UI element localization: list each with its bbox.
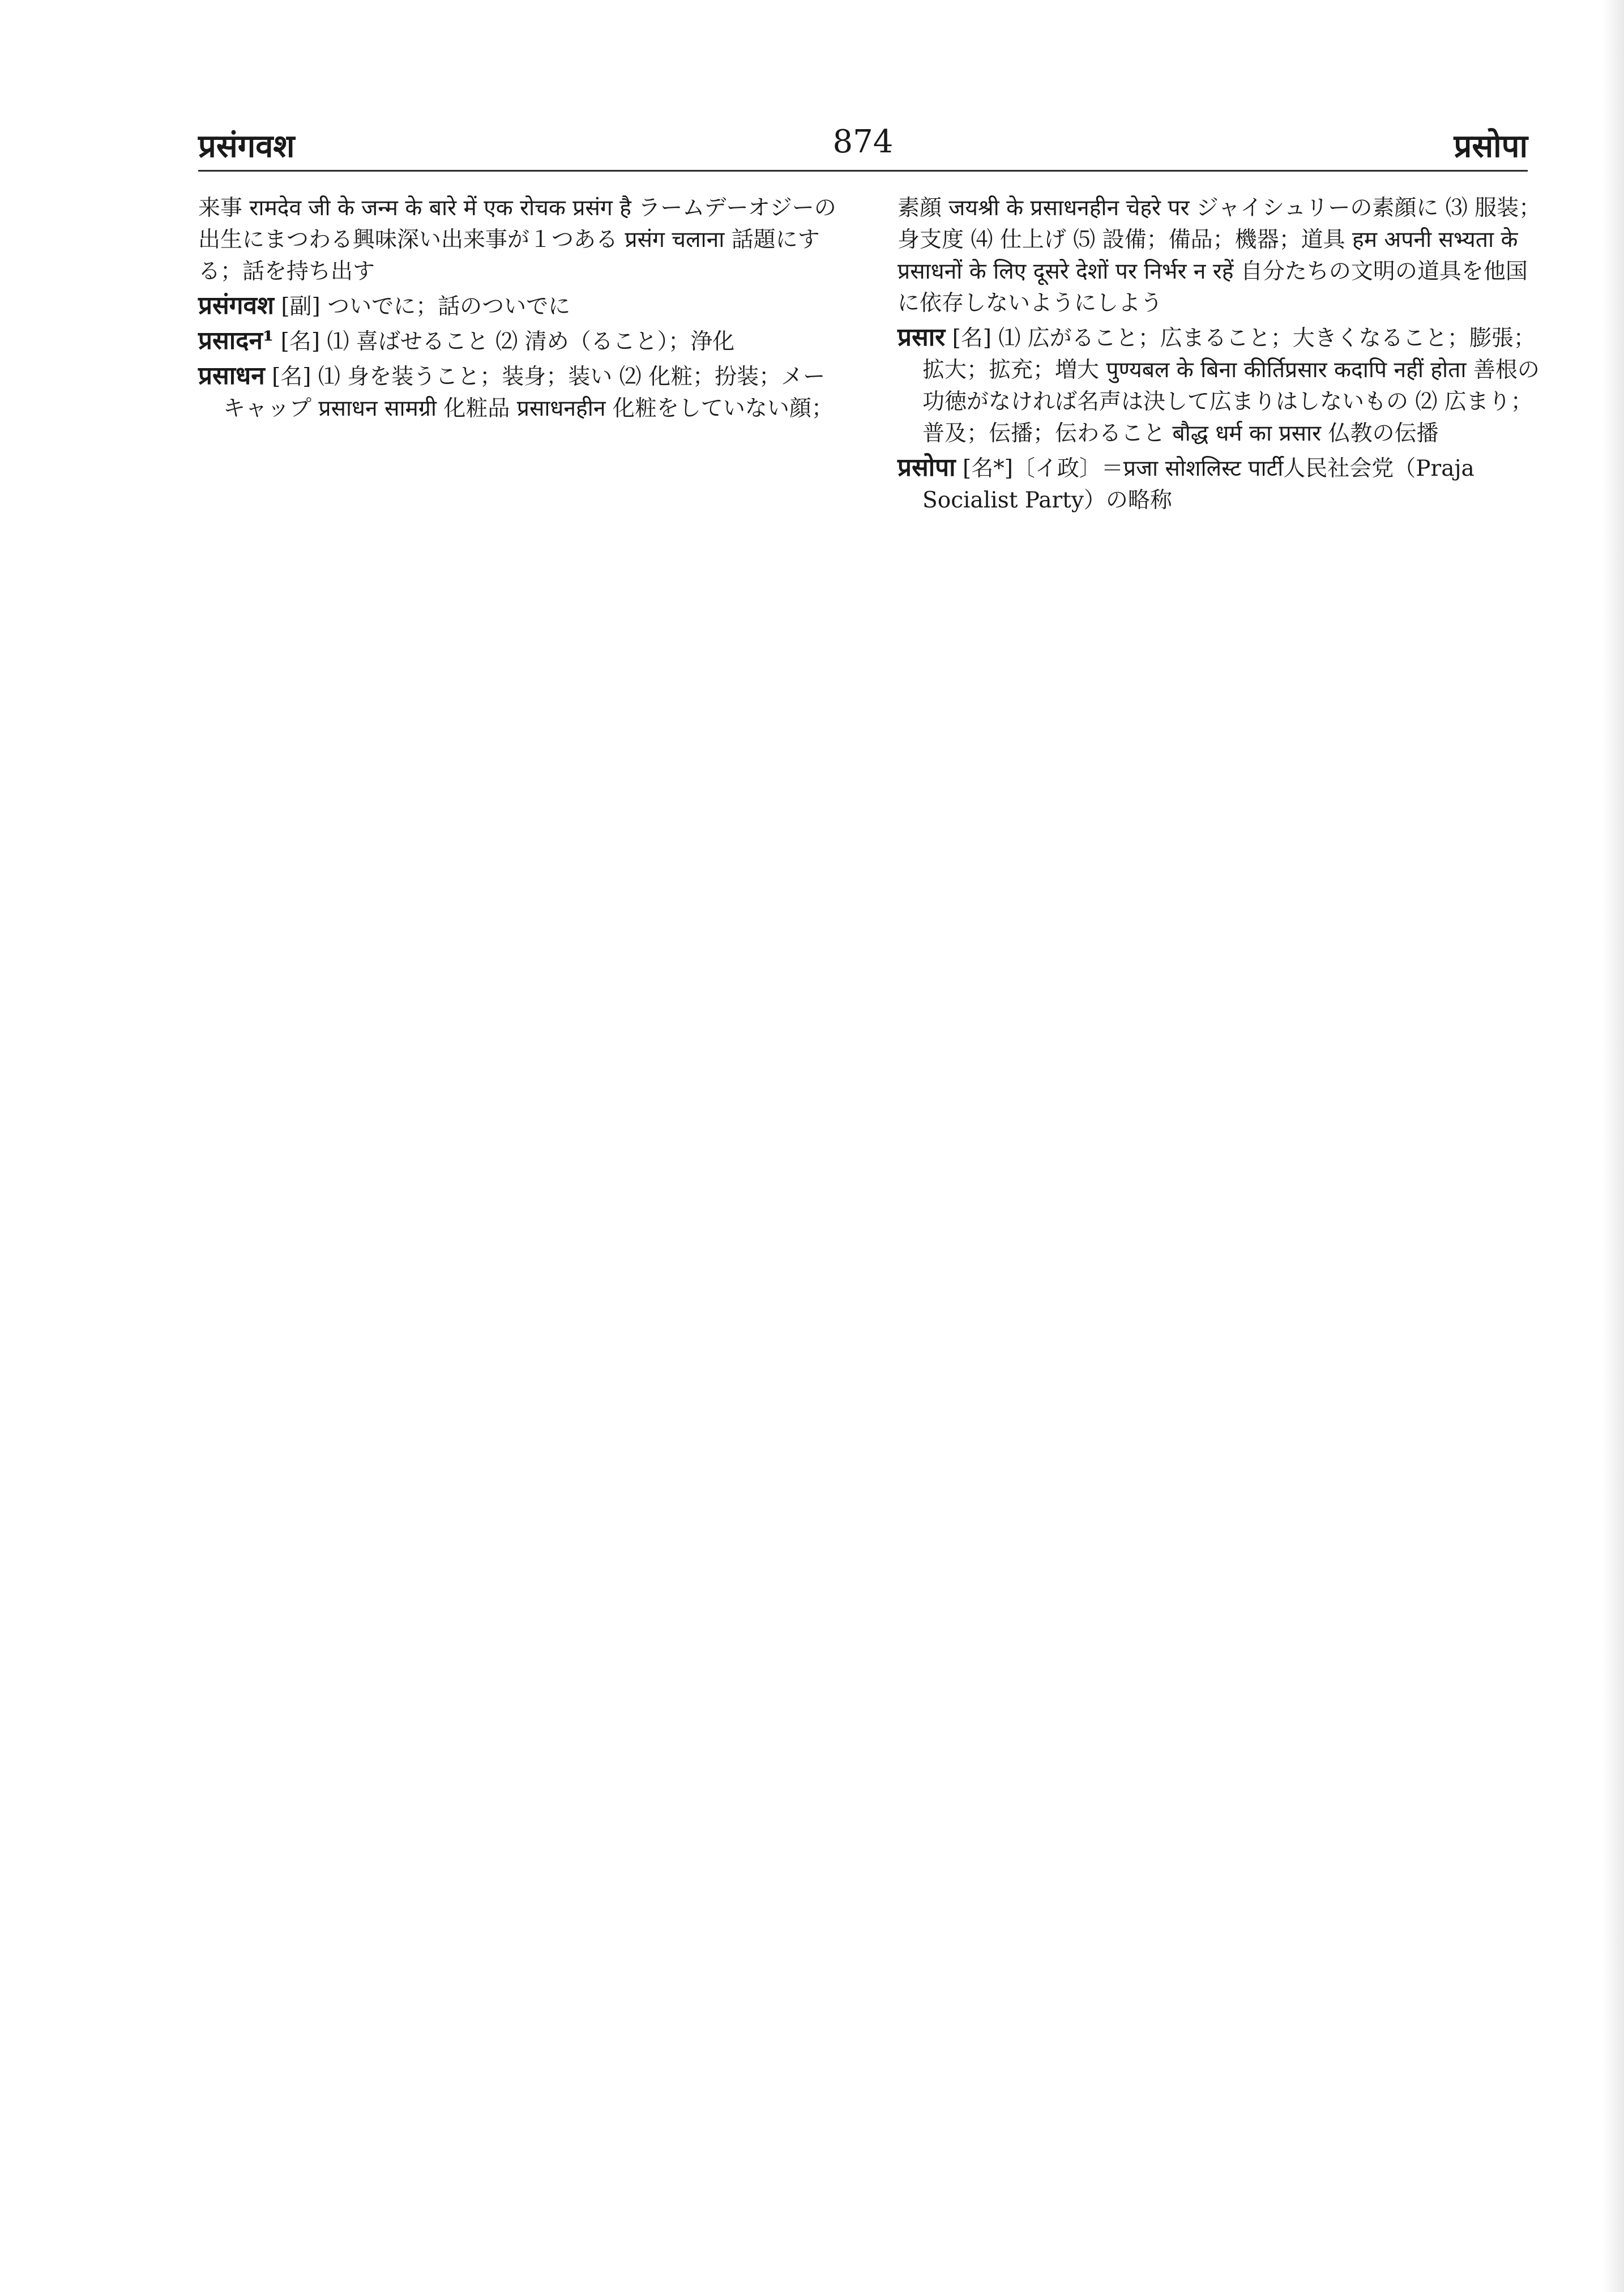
dictionary-entry: [198, 360, 844, 425]
dictionary-entry: [198, 325, 844, 358]
entry-headword: प्रसोपा: [898, 453, 956, 482]
left-column: [198, 193, 844, 427]
right-guide-word: प्रसोपा: [1454, 127, 1528, 165]
dictionary-entry: [898, 452, 1543, 517]
left-guide-word: प्रसंगवश: [198, 127, 295, 165]
dictionary-entry: [198, 290, 844, 323]
right-column: [898, 193, 1543, 519]
dictionary-entry: [898, 322, 1543, 450]
dictionary-entry: [898, 193, 1543, 319]
entry-definition: [名] ⑴ 喜ばせること ⑵ 清め（ること）；浄化: [280, 329, 735, 355]
entry-definition: [名*]〔イ政〕＝प्रजा सोशलिस्ट पार्टी人民社会党（Praja Socialist Party）の略称: [922, 456, 1475, 513]
page-header: [198, 123, 1528, 169]
entry-definition: 来事 रामदेव जी के जन्म के बारे में एक रोचक प्रसंग है ラームデーオジーの出生にまつわる興味深い出来事が１つある प्रसंग चलाना 話題にする；話を持ち出す: [198, 195, 836, 284]
entry-headword: प्रसाधन: [198, 361, 265, 390]
entry-definition: [名] ⑴ 広がること；広まること；大きくなること；膨張；拡大；拡充；増大 पुण्यबल के बिना कीर्तिप्रसार कदापि नहीं होता 善根の功徳がなければ名声は決して広まりはしないもの ⑵ 広まり；普及；伝播；伝わること बौद्ध धर्म का प्रसार 仏教の伝播: [922, 326, 1540, 446]
entry-definition: [副] ついでに；話のついでに: [281, 294, 571, 319]
page-gutter-shadow: [1602, 0, 1624, 2292]
entry-definition: [名] ⑴ 身を装うこと；装身；装い ⑵ 化粧；扮装；メーキャップ प्रसाधन सामग्री 化粧品 प्रसाधनहीन 化粧をしていない顔；: [223, 364, 834, 421]
entry-headword: प्रसंगवश: [198, 291, 274, 320]
entry-definition: 素顔 जयश्री के प्रसाधनहीन चेहरे पर ジャイシュリーの素顔に ⑶ 服装；身支度 ⑷ 仕上げ ⑸ 設備；備品；機器；道具 हम अपनी सभ्यता के प्रसाधनों के लिए दूसरे देशों पर निर्भर न रहें 自分たちの文明の道具を他国に依存しないようにしよう: [898, 195, 1541, 316]
dictionary-entry: [198, 193, 844, 288]
entry-headword: प्रसार: [898, 323, 946, 352]
page-number: 874: [832, 123, 894, 160]
header-rule: [198, 170, 1528, 172]
entry-headword: प्रसादन¹: [198, 326, 274, 355]
